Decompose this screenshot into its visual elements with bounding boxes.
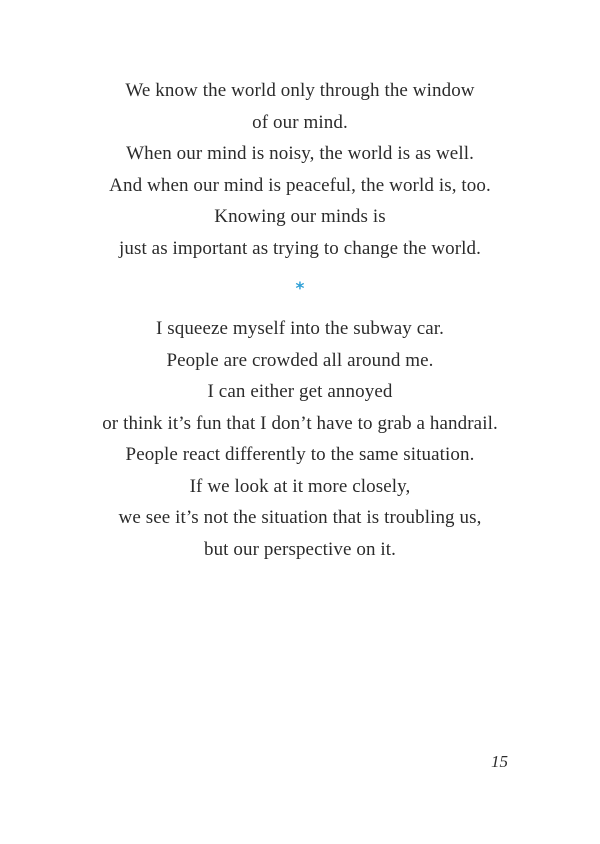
stanza-line: just as important as trying to change the world. <box>118 237 482 259</box>
stanza-line: of our mind. <box>252 111 348 133</box>
stanza-line: Knowing our minds is <box>214 206 386 227</box>
stanza-1 <box>0 75 600 264</box>
stanza-line: People react differently to the same situation. <box>125 444 475 465</box>
stanza-line: I can either get annoyed <box>207 381 393 402</box>
stanza-line: And when our mind is peaceful, the world is, too. <box>109 174 491 196</box>
stanza-line: People are crowded all around me. <box>166 349 434 371</box>
stanza-line: When our mind is noisy, the world is as well. <box>126 143 474 164</box>
stanza-line: we see it’s not the situation that is troubling us, <box>118 507 482 528</box>
stanza-2 <box>0 313 600 565</box>
stanza-line: or think it’s fun that I don’t have to grab a handrail. <box>102 412 498 434</box>
stanza-line: but our perspective on it. <box>203 538 397 560</box>
stanza-line: I squeeze myself into the subway car. <box>155 318 445 339</box>
page-number: 15 <box>491 752 508 771</box>
stanza-line: If we look at it more closely, <box>189 475 411 497</box>
section-divider-asterisk: * <box>295 279 305 299</box>
stanza-line: We know the world only through the window <box>125 80 475 101</box>
